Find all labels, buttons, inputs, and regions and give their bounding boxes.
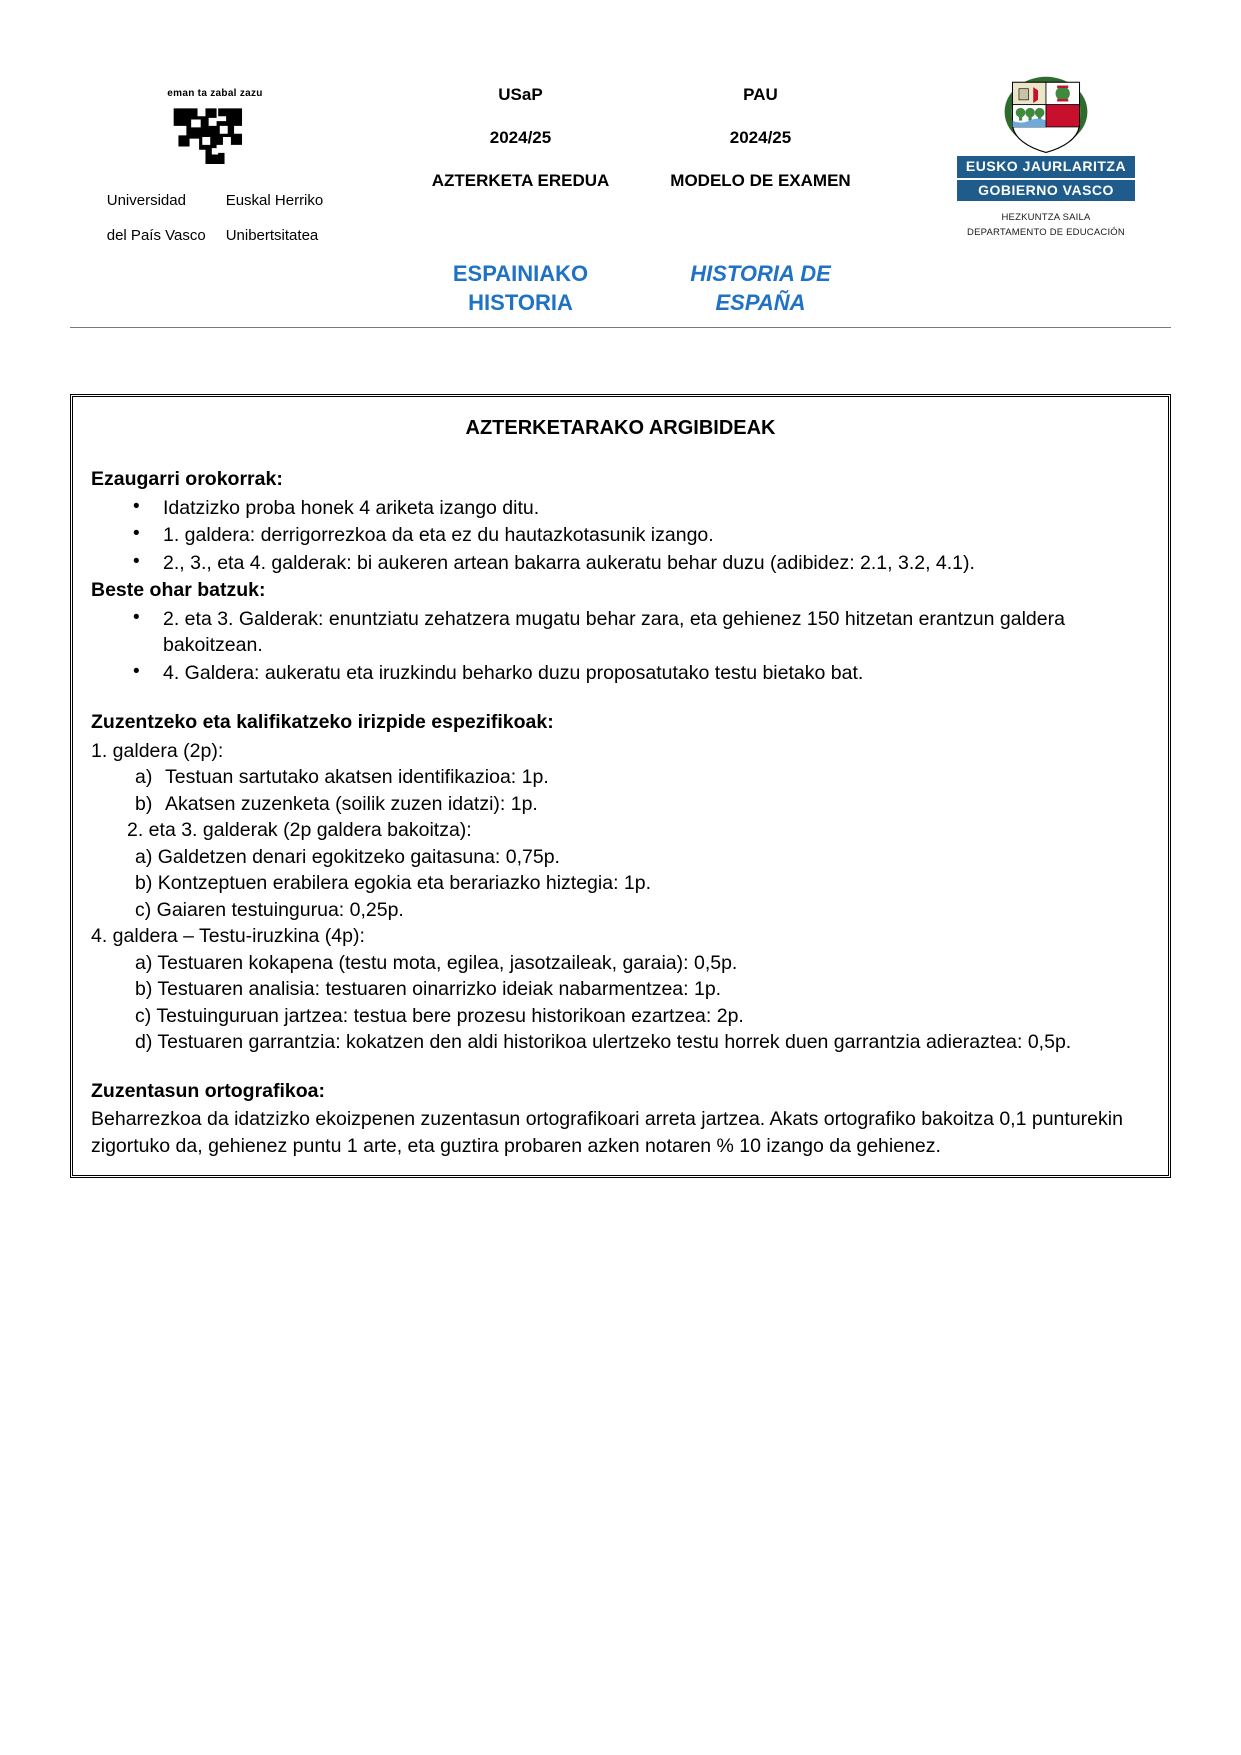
criteria-item — [91, 950, 1150, 977]
criteria-group-label: 1. galdera (2p): — [91, 739, 224, 762]
header-divider — [70, 327, 1171, 328]
criteria-item-text: Gaiaren testuingurua: 0,25p. — [156, 898, 404, 921]
page-header — [0, 0, 1241, 245]
criteria-item-marker: b) — [135, 872, 153, 895]
criteria-item — [91, 897, 1150, 924]
upv-ehu-logo-block — [70, 72, 360, 245]
criteria-item — [91, 791, 1150, 818]
gov-name-bars — [957, 156, 1135, 201]
criteria-item-marker: d) — [135, 1031, 153, 1054]
criteria-item-text: Kontzeptuen erabilera egokia eta berariazko hiztegia: 1p. — [157, 872, 652, 895]
criteria-group-label: 2. eta 3. galderak (2p galdera bakoitza): — [127, 819, 472, 842]
exam-info-spanish — [641, 86, 881, 189]
criteria-item-text: Testuaren garrantzia: kokatzen den aldi historikoa ulertzeko testu horrek duen garrantzia adieraztea: 0,5p. — [157, 1031, 1072, 1054]
upv-name-eu-line1: Euskal Herriko — [225, 191, 324, 209]
subject-title-row — [0, 245, 1241, 317]
criteria-item — [91, 976, 1150, 1003]
upv-motto: eman ta zabal zazu — [167, 88, 263, 99]
exam-model-eu: AZTERKETA EREDUA — [431, 171, 610, 190]
gov-name-eu: EUSKO JAURLARITZA — [957, 156, 1135, 178]
exam-model-es: MODELO DE EXAMEN — [670, 171, 851, 190]
list-item: • 2. eta 3. Galderak: enuntziatu zehatzera mugatu behar zara, eta gehienez 150 hitzetan erantzun galdera bakoitzean. — [91, 606, 1150, 659]
criteria-item-text: Galdetzen denari egokitzeko gaitasuna: 0,75p. — [157, 845, 560, 868]
criteria-item — [91, 764, 1150, 791]
list-item: • 4. Galdera: aukeratu eta iruzkindu beharko duzu proposatutako testu bietako bat. — [91, 660, 1150, 687]
criteria-group-label: 4. galdera – Testu-iruzkina (4p): — [91, 925, 365, 948]
criteria-item-marker: b) — [135, 978, 153, 1001]
criteria-item-marker: c) — [135, 898, 152, 921]
general-features-list — [91, 495, 1150, 577]
spelling-heading: Zuzentasun ortografikoa: — [91, 1079, 326, 1102]
criteria-item-marker: b) — [135, 792, 153, 815]
subject-spacer-right — [921, 259, 1171, 317]
spacer — [91, 687, 1150, 709]
gov-department — [921, 211, 1171, 240]
list-item: • 2., 3., eta 4. galderak: bi aukeren artean bakarra aukeratu behar duzu (adibidez: 2.1, 3.2, 4.1). — [91, 550, 1150, 577]
subject-title-basque-line1: ESPAINIAKO — [452, 260, 589, 286]
general-features-heading: Ezaugarri orokorrak: — [91, 468, 283, 490]
criteria-item — [91, 1029, 1150, 1056]
criteria-heading: Zuzentzeko eta kalifikatzeko irizpide espezifikoak: — [91, 711, 554, 734]
upv-ehu-emblem-icon — [167, 102, 263, 164]
exam-info-block — [360, 72, 921, 189]
criteria-item-marker: a) — [135, 951, 153, 974]
other-notes-list — [91, 606, 1150, 687]
upv-name-es-line1: Universidad — [106, 191, 186, 209]
exam-info-basque — [401, 86, 641, 189]
instructions-title: AZTERKETARAKO ARGIBIDEAK — [465, 416, 776, 439]
subject-title-spanish — [641, 259, 881, 317]
upv-ehu-names — [70, 174, 360, 245]
list-item: • Idatzizko proba honek 4 ariketa izango ditu. — [91, 495, 1150, 522]
gov-name-es: GOBIERNO VASCO — [957, 180, 1135, 202]
other-notes-heading: Beste ohar batzuk: — [91, 579, 266, 602]
criteria-item-text: Testuaren analisia: testuaren oinarrizko ideiak nabarmentzea: 1p. — [157, 978, 722, 1001]
subject-title-basque — [401, 259, 641, 317]
criteria-item-marker: a) — [135, 766, 153, 789]
list-item: • 1. galdera: derrigorrezkoa da eta ez du hautazkotasunik izango. — [91, 522, 1150, 549]
exam-acronym-es: PAU — [743, 85, 778, 104]
upv-name-eu — [226, 174, 324, 245]
criteria-item-text: Testuinguruan jartzea: testua bere prozesu historikoan ezartzea: 2p. — [156, 1004, 744, 1027]
subject-spacer-left — [70, 259, 360, 317]
spelling-paragraph: Beharrezkoa da idatzizko ekoizpenen zuzentasun ortografikoari arreta jartzea. Akats ortografiko bakoitza 0,1 punturekin zigortuko da, gehienez puntu 1 arte, eta guztira probaren azken notaren % 10 izango da gehienez. — [91, 1108, 1123, 1157]
upv-name-eu-line2: Unibertsitatea — [225, 227, 319, 245]
criteria-item-marker: a) — [135, 845, 153, 868]
basque-government-logo-block — [921, 72, 1171, 240]
basque-coat-of-arms-icon — [998, 76, 1094, 154]
criteria-item-text: Testuaren kokapena (testu mota, egilea, jasotzaileak, garaia): 0,5p. — [157, 951, 738, 974]
criteria-item-text: Akatsen zuzenketa (soilik zuzen idatzi): 1p. — [165, 792, 538, 815]
criteria-item — [91, 870, 1150, 897]
gov-department-eu: HEZKUNTZA SAILA — [1001, 212, 1091, 224]
instructions-box — [70, 394, 1171, 1179]
criteria-item-text: Testuan sartutako akatsen identifikazioa: 1p. — [165, 766, 549, 789]
subject-title-spanish-line1: HISTORIA DE — [690, 260, 831, 286]
upv-name-es-line2: del País Vasco — [106, 227, 206, 245]
exam-acronym-eu: USaP — [498, 85, 543, 104]
gov-department-es: DEPARTAMENTO DE EDUCACIÓN — [967, 226, 1125, 238]
criteria-item — [91, 1003, 1150, 1030]
criteria-item-marker: c) — [135, 1004, 152, 1027]
spacer — [91, 1056, 1150, 1078]
exam-year-eu: 2024/25 — [489, 128, 552, 147]
upv-name-es — [107, 174, 206, 245]
subject-title-spanish-line2: ESPAÑA — [715, 289, 806, 315]
subject-title-basque-line2: HISTORIA — [468, 289, 573, 315]
criteria-item — [91, 844, 1150, 871]
subject-titles — [360, 259, 921, 317]
exam-year-es: 2024/25 — [729, 128, 792, 147]
